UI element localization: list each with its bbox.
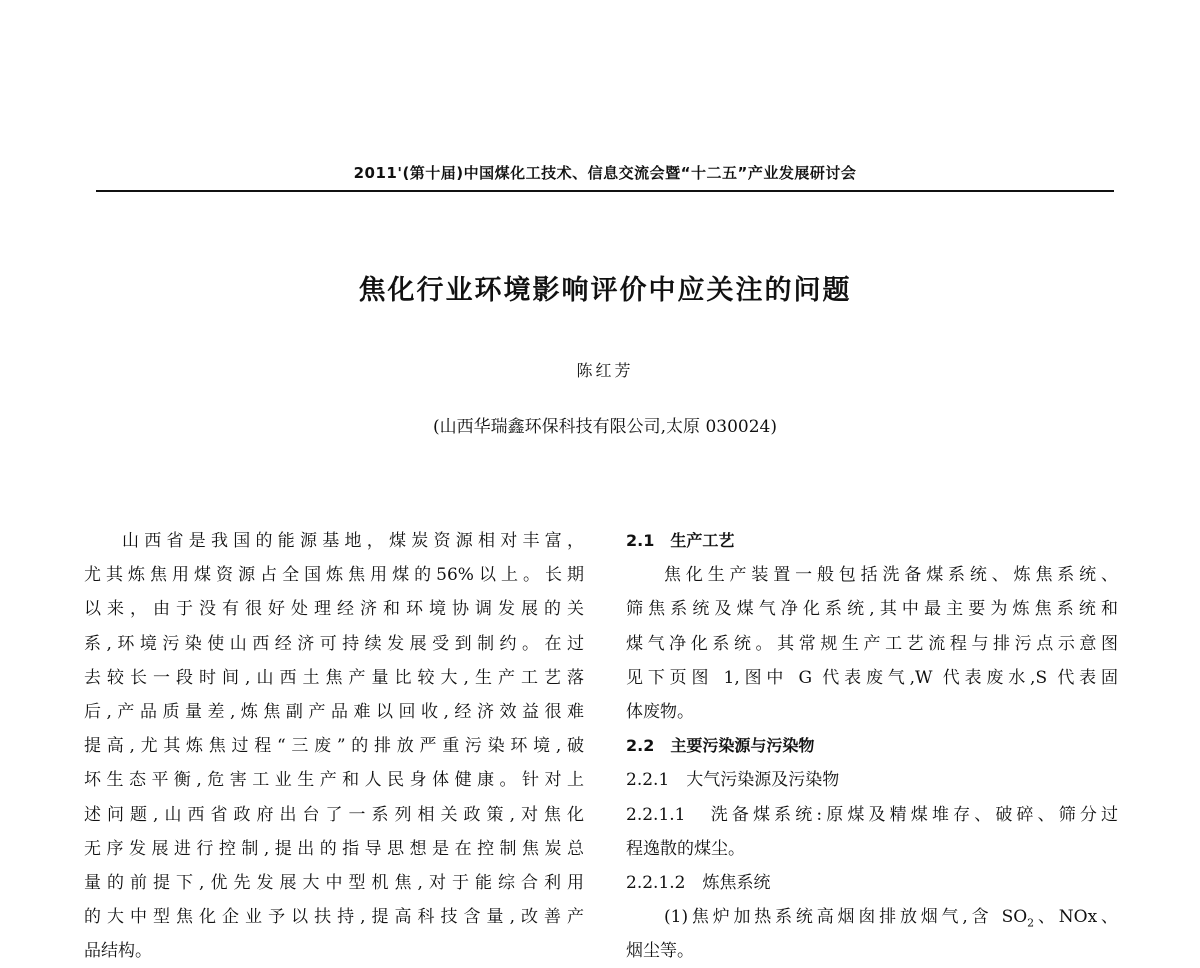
body-line: 山西省是我国的能源基地，煤炭资源相对丰富， (122, 531, 584, 551)
subsection-heading-2-2-1: 2.2.1 大气污染源及污染物 (626, 770, 840, 791)
body-line: 品结构。 (84, 941, 152, 962)
header-rule (96, 190, 1114, 192)
section-heading-2-2: 2.2 主要污染源与污染物 (626, 736, 815, 756)
body-line: 述问题,山西省政府出台了一系列相关政策,对焦化 (84, 804, 584, 825)
body-line: 焦化生产装置一般包括洗备煤系统、炼焦系统、 (664, 565, 1118, 586)
subscript: 2 (1027, 916, 1035, 930)
body-line: 尤其炼焦用煤资源占全国炼焦用煤的56%以上。长期 (84, 565, 584, 586)
subsection-heading-2-2-1-2: 2.2.1.2 炼焦系统 (626, 872, 771, 893)
author-name: 陈红芳 (576, 361, 634, 380)
body-line: 系,环境污染使山西经济可持续发展受到制约。在过 (84, 633, 584, 654)
body-line: 去较长一段时间,山西土焦产量比较大,生产工艺落 (84, 667, 584, 688)
body-line: 烟尘等。 (626, 941, 694, 962)
paper-title: 焦化行业环境影响评价中应关注的问题 (358, 275, 852, 306)
item-text: (1)焦炉加热系统高烟囱排放烟气,含 SO (664, 907, 1028, 928)
body-line: 量的前提下,优先发展大中型机焦,对于能综合利用 (84, 872, 584, 893)
running-header: 2011'(第十届)中国煤化工技术、信息交流会暨“十二五”产业发展研讨会 (353, 164, 857, 182)
author-affiliation: (山西华瑞鑫环保科技有限公司,太原 030024) (433, 417, 777, 437)
left-column (84, 524, 584, 968)
body-line: 煤气净化系统。其常规生产工艺流程与排污点示意图 (626, 633, 1118, 654)
body-line: 的大中型焦化企业予以扶持,提高科技含量,改善产 (84, 907, 584, 928)
body-line: 坏生态平衡,危害工业生产和人民身体健康。针对上 (84, 770, 584, 791)
body-line: 筛焦系统及煤气净化系统,其中最主要为炼焦系统和 (626, 599, 1118, 620)
body-line: 后,产品质量差,炼焦副产品难以回收,经济效益很难 (84, 701, 584, 722)
item-text: 、NOx、 (1034, 907, 1118, 928)
body-line: 程逸散的煤尘。 (626, 838, 745, 859)
right-column (626, 524, 1118, 968)
list-item-line (626, 900, 1118, 934)
section-heading-2-1: 2.1 生产工艺 (626, 531, 735, 550)
body-line: 见下页图 1,图中 G 代表废气,W 代表废水,S 代表固 (626, 667, 1118, 688)
body-line: 以来，由于没有很好处理经济和环境协调发展的关 (84, 599, 584, 620)
body-line: 2.2.1.1 洗备煤系统:原煤及精煤堆存、破碎、筛分过 (626, 804, 1118, 825)
body-line: 体废物。 (626, 701, 694, 722)
body-line: 提高,尤其炼焦过程“三废”的排放严重污染环境,破 (84, 736, 584, 757)
body-line: 无序发展进行控制,提出的指导思想是在控制焦炭总 (84, 838, 584, 859)
